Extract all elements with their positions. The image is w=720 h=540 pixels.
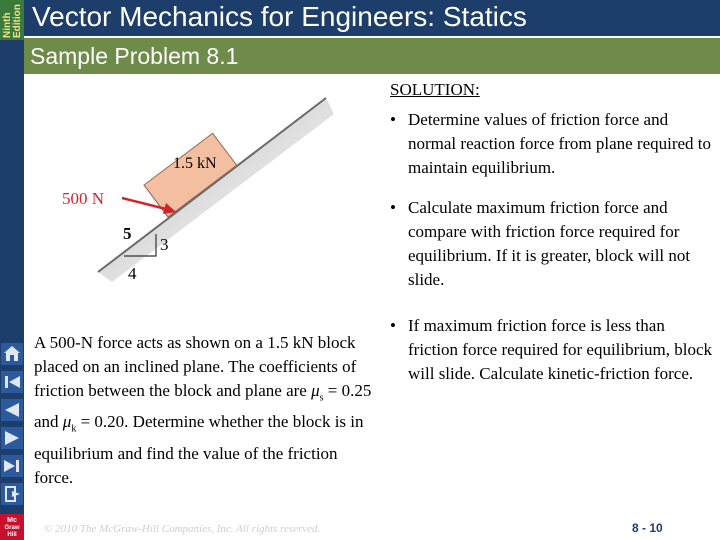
- title-bar: [24, 0, 720, 36]
- mu-k-value: = 0.20. Determine whether the block is in equilibrium and find the value of the friction force.: [34, 412, 364, 487]
- copyright-notice: © 2010 The McGraw-Hill Companies, Inc. All rights reserved.: [44, 523, 321, 535]
- slope-run-label: 3: [160, 235, 169, 254]
- problem-intro: A 500-N force acts as shown on a 1.5 kN block placed on an inclined plane. The coefficients of friction between the block and plane are: [34, 333, 357, 400]
- mu-s-symbol: μ: [311, 381, 320, 400]
- mu-s-subscript: s: [319, 392, 324, 404]
- previous-page-icon[interactable]: [0, 397, 24, 423]
- subtitle-bar: [24, 38, 720, 74]
- last-page-icon[interactable]: [0, 453, 24, 479]
- incline-figure: [40, 90, 350, 290]
- edition-badge: [0, 0, 24, 40]
- bullet-dot: •: [390, 110, 396, 129]
- solution-bullet: [390, 196, 720, 292]
- exit-icon[interactable]: [0, 481, 24, 507]
- solution-bullet-text: If maximum friction force is less than friction force required for equilibrium, block will slide. Calculate kinetic-friction force.: [408, 316, 712, 383]
- bullet-dot: •: [390, 198, 396, 217]
- incline-surface: [98, 98, 334, 282]
- edition-line2: Edition: [12, 4, 23, 38]
- page-number: 8 - 10: [632, 521, 663, 535]
- mu-k-subscript: k: [71, 423, 77, 435]
- svg-text:Graw: Graw: [4, 525, 20, 531]
- slide-subtitle: Sample Problem 8.1: [30, 43, 239, 69]
- solution-bullet-text: Determine values of friction force and normal reaction force from plane required to maintain equilibrium.: [408, 110, 712, 177]
- next-page-icon[interactable]: [0, 425, 24, 451]
- page-title: Vector Mechanics for Engineers: Statics: [32, 1, 527, 32]
- solution-bullet: [390, 314, 720, 410]
- solution-heading: SOLUTION:: [390, 80, 480, 99]
- home-icon[interactable]: [0, 341, 24, 367]
- force-label: 500 N: [62, 189, 105, 208]
- svg-text:Mc: Mc: [7, 517, 17, 524]
- svg-text:Hill: Hill: [7, 532, 17, 538]
- solution-bullet: [390, 108, 720, 180]
- slope-rise-label: 5: [123, 224, 132, 243]
- first-page-icon[interactable]: [0, 369, 24, 395]
- mu-k-symbol: μ: [62, 412, 72, 432]
- bullet-dot: •: [390, 316, 396, 335]
- edition-line1: Ninth: [2, 12, 13, 38]
- solution-bullet-text: Calculate maximum friction force and compare with friction force required for equilibrium. If it is greater, block will not slide.: [408, 198, 691, 289]
- problem-statement: [34, 331, 374, 490]
- mu-s-value: = 0.25 and: [34, 381, 372, 432]
- incline-line: [98, 98, 326, 272]
- block-weight-label: 1.5 kN: [173, 155, 217, 172]
- slope-base-label: 4: [128, 264, 137, 283]
- mcgraw-hill-logo: [0, 514, 24, 540]
